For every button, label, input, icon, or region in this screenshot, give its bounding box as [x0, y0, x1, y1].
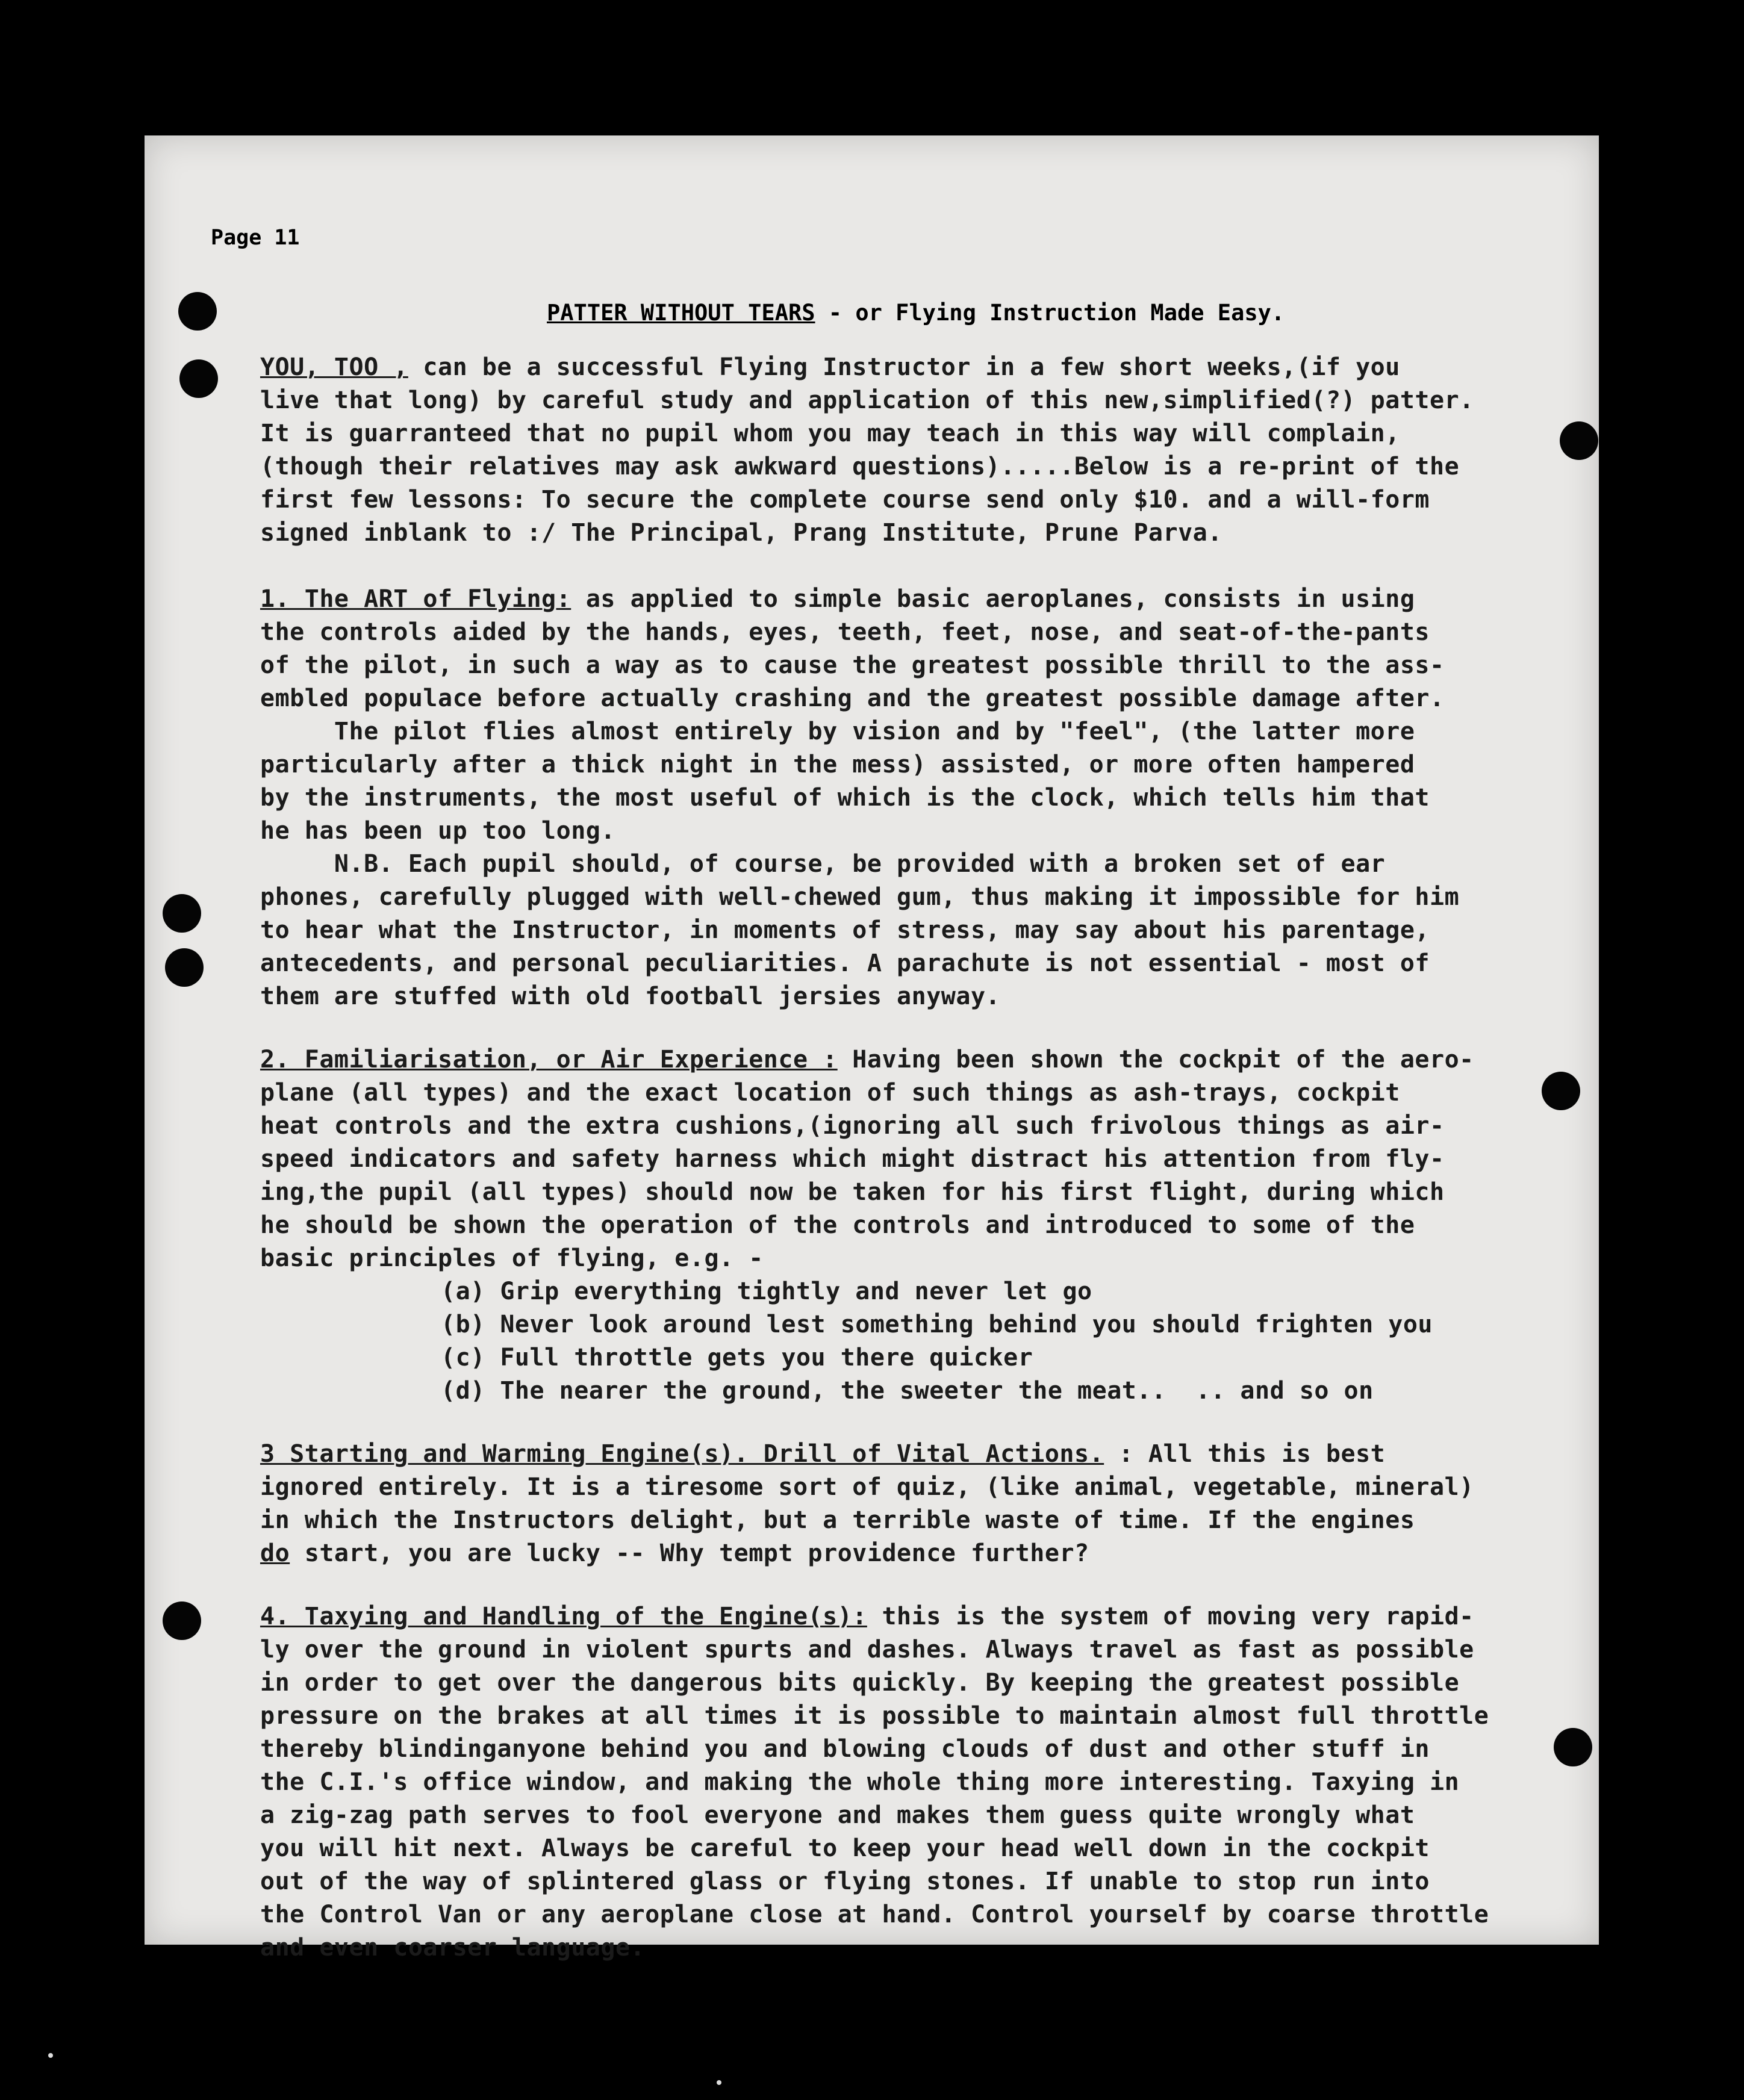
section-3-line: in which the Instructors delight, but a terrible waste of time. If the engines	[260, 1506, 1415, 1534]
section-3-line: ignored entirely. It is a tiresome sort of quiz, (like animal, vegetable, mineral)	[260, 1473, 1474, 1501]
section-3-line	[260, 1442, 1385, 1466]
section-4-line: you will hit next. Always be careful to keep your head well down in the cockpit	[260, 1834, 1430, 1862]
title-rest: - or Flying Instruction Made Easy.	[815, 300, 1285, 326]
section-4-line: a zig-zag path serves to fool everyone and makes them guess quite wrongly what	[260, 1801, 1415, 1829]
section-2-text: Having been shown the cockpit of the aero-	[837, 1046, 1474, 1073]
intro-line: It is guarranteed that no pupil whom you may teach in this way will complain,	[260, 420, 1400, 447]
intro-lead: YOU, TOO ,	[260, 353, 408, 381]
intro-text: can be a successful Flying Instructor in a few short weeks,(if you	[408, 353, 1400, 381]
list-item: (d) The nearer the ground, the sweeter the meat.. .. and so on	[441, 1377, 1374, 1405]
section-4-line: thereby blindinganyone behind you and blowing clouds of dust and other stuff in	[260, 1735, 1430, 1763]
intro-line	[260, 355, 1400, 379]
section-4-line: ly over the ground in violent spurts and dashes. Always travel as fast as possible	[260, 1636, 1474, 1664]
punch-hole	[163, 894, 201, 933]
section-1-line	[260, 587, 1415, 611]
section-1-line: them are stuffed with old football jersies anyway.	[260, 983, 1001, 1010]
section-4-line: and even coarser language.	[260, 1934, 646, 1962]
punch-hole	[1554, 1728, 1592, 1766]
section-1-text: as applied to simple basic aeroplanes, consists in using	[571, 585, 1415, 613]
section-2-line: ing,the pupil (all types) should now be taken for his first flight, during which	[260, 1178, 1445, 1206]
section-3-heading: 3 Starting and Warming Engine(s). Drill of Vital Actions.	[260, 1440, 1104, 1468]
list-item: (a) Grip everything tightly and never let go	[441, 1278, 1092, 1305]
punch-hole	[165, 948, 204, 987]
film-speck	[717, 2080, 721, 2085]
intro-line: first few lessons: To secure the complete course send only $10. and a will-form	[260, 486, 1430, 514]
punch-hole	[1560, 421, 1598, 460]
page-number: Page 11	[211, 226, 300, 250]
section-2-heading: 2. Familiarisation, or Air Experience :	[260, 1046, 838, 1073]
section-4-line: in order to get over the dangerous bits quickly. By keeping the greatest possible	[260, 1669, 1460, 1697]
section-4-line	[260, 1605, 1474, 1629]
section-1-line: particularly after a thick night in the mess) assisted, or more often hampered	[260, 751, 1415, 778]
list-item: (b) Never look around lest something behind you should frighten you	[441, 1311, 1433, 1338]
section-1-line: embled populace before actually crashing and the greatest possible damage after.	[260, 685, 1445, 712]
punch-hole	[178, 292, 217, 331]
punch-hole	[179, 359, 218, 398]
section-1-line: phones, carefully plugged with well-chewed gum, thus making it impossible for him	[260, 883, 1460, 911]
section-3-text: start, you are lucky -- Why tempt providence further?	[290, 1539, 1089, 1567]
section-1-line: antecedents, and personal peculiarities. A parachute is not essential - most of	[260, 949, 1430, 977]
punch-hole	[163, 1601, 201, 1640]
page-title	[547, 300, 1285, 326]
section-1-line: by the instruments, the most useful of which is the clock, which tells him that	[260, 784, 1430, 812]
intro-line: live that long) by careful study and application of this new,simplified(?) patter.	[260, 387, 1474, 414]
section-1-line: he has been up too long.	[260, 817, 615, 845]
section-2-line: heat controls and the extra cushions,(ignoring all such frivolous things as air-	[260, 1112, 1445, 1140]
emphasis-do: do	[260, 1539, 290, 1567]
section-4-line: pressure on the brakes at all times it is possible to maintain almost full throttle	[260, 1702, 1489, 1730]
section-4-text: this is the system of moving very rapid-	[867, 1603, 1474, 1630]
intro-line: signed inblank to :/ The Principal, Prang Institute, Prune Parva.	[260, 519, 1222, 547]
section-1-line: of the pilot, in such a way as to cause the greatest possible thrill to the ass-	[260, 651, 1445, 679]
section-4-heading: 4. Taxying and Handling of the Engine(s):	[260, 1603, 867, 1630]
film-speck	[48, 2053, 53, 2058]
title-underlined: PATTER WITHOUT TEARS	[547, 300, 815, 326]
section-1-line: The pilot flies almost entirely by vision and by "feel", (the latter more	[260, 718, 1415, 745]
section-2-line	[260, 1048, 1474, 1072]
section-4-line: the Control Van or any aeroplane close at hand. Control yourself by coarse throttle	[260, 1901, 1489, 1928]
section-4-line: out of the way of splintered glass or flying stones. If unable to stop run into	[260, 1868, 1430, 1895]
section-2-line: basic principles of flying, e.g. -	[260, 1244, 764, 1272]
section-1-heading: 1. The ART of Flying:	[260, 585, 571, 613]
continued-note: (continued on next page)	[843, 2013, 1165, 2039]
section-1-line: N.B. Each pupil should, of course, be provided with a broken set of ear	[260, 850, 1386, 878]
list-item: (c) Full throttle gets you there quicker	[441, 1344, 1033, 1372]
section-3-line	[260, 1541, 1089, 1565]
section-2-line: he should be shown the operation of the controls and introduced to some of the	[260, 1211, 1415, 1239]
section-2-line: speed indicators and safety harness which might distract his attention from fly-	[260, 1145, 1445, 1173]
punch-hole	[1542, 1072, 1580, 1110]
section-3-text: : All this is best	[1104, 1440, 1386, 1468]
section-1-line: to hear what the Instructor, in moments of stress, may say about his parentage,	[260, 916, 1430, 944]
section-4-line: the C.I.'s office window, and making the whole thing more interesting. Taxying in	[260, 1768, 1460, 1796]
typed-page	[145, 135, 1599, 2039]
section-2-line: plane (all types) and the exact location of such things as ash-trays, cockpit	[260, 1079, 1400, 1107]
intro-line: (though their relatives may ask awkward questions).....Below is a re-print of the	[260, 453, 1460, 480]
section-1-line: the controls aided by the hands, eyes, teeth, feet, nose, and seat-of-the-pants	[260, 618, 1430, 646]
